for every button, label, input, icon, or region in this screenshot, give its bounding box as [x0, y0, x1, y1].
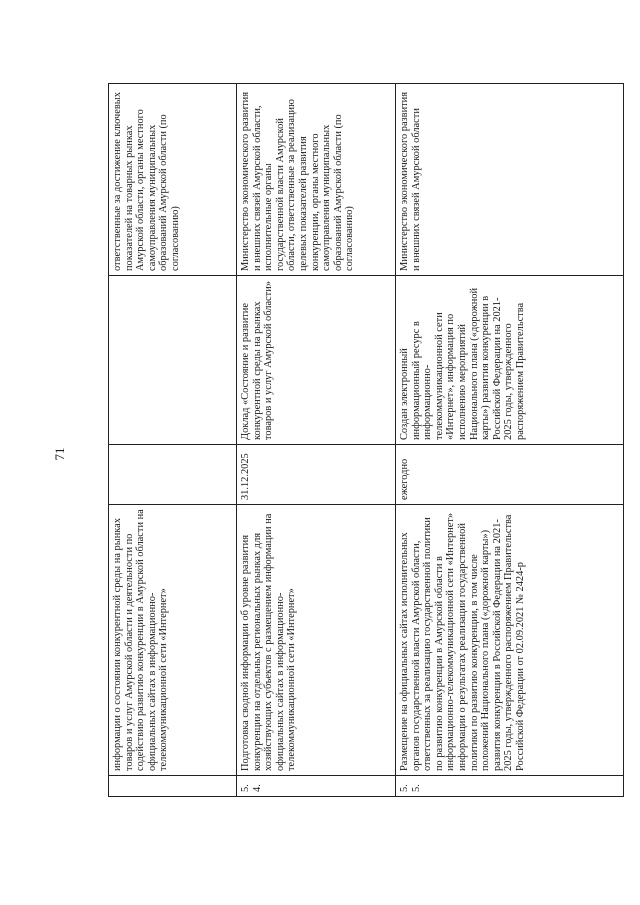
row-number [109, 776, 237, 797]
result-cell: Доклад «Состояние и развитие конкурентной среды на рынках товаров и услуг Амурской области» [237, 276, 396, 445]
measure-cell: Подготовка сводной информации об уровне развития конкуренции на отдельных региональных рынках для хозяйствующих субъектов с размещением информации на официальных сайтах в информационно-телекоммуникационной сети «Интернет» [237, 505, 396, 776]
responsible-cell: Министерство экономического развития и внешних связей Амурской области [396, 84, 624, 276]
responsible-cell: ответственные за достижение ключевых показателей на товарных рынках Амурской области, органы местного самоуправления муниципальных образований Амурской области (по согласованию) [109, 84, 237, 276]
deadline-cell: 31.12.2025 [237, 445, 396, 505]
measure-cell: информации о состоянии конкурентной среды на рынках товаров и услуг Амурской области и деятельности по содействию развитию конкуренции в Амурской области на официальных сайтах в информационно-телекоммуникационной сети «Интернет» [109, 505, 237, 776]
responsible-cell: Министерство экономического развития и внешних связей Амурской области, исполнительные органы государственной власти Амурской области, ответственные за реализацию целевых показателей развития конкуренции, органы местного самоуправления муниципальных образований Амурской области (по согласованию) [237, 84, 396, 276]
row-number: 5.5. [396, 776, 624, 797]
deadline-cell [109, 445, 237, 505]
result-cell [109, 276, 237, 445]
result-cell: Создан электронный информационный ресурс в информационно-телекоммуникационной сети «Интернет», информация по исполнению мероприятий Национального плана («дорожной карты») развития конкуренции в Российской Федерации на 2021-2025 годы, утвержденного распоряжением Правительства [396, 276, 624, 445]
measures-table [108, 83, 624, 797]
table-row [237, 84, 396, 797]
measure-cell: Размещение на официальных сайтах исполнительных органов государственной власти Амурской области, ответственных за реализацию государственной политики по развитию конкуренции в Амурской области в информационно-телекоммуникационной сети «Интернет» информации о результатах реализации государственной политики по развитию конкуренции, в том числе положений Национального плана («дорожной карты») развития конкуренции в Российской Федерации на 2021-2025 годы, утвержденного распоряжением Правительства Российской Федерации от 02.09.2021 № 2424-р [396, 505, 624, 776]
table-row [396, 84, 624, 797]
deadline-cell: ежегодно [396, 445, 624, 505]
row-number: 5.4. [237, 776, 396, 797]
rotated-page-content [108, 84, 623, 797]
table-row [109, 84, 237, 797]
page-number: 71 [52, 447, 67, 461]
